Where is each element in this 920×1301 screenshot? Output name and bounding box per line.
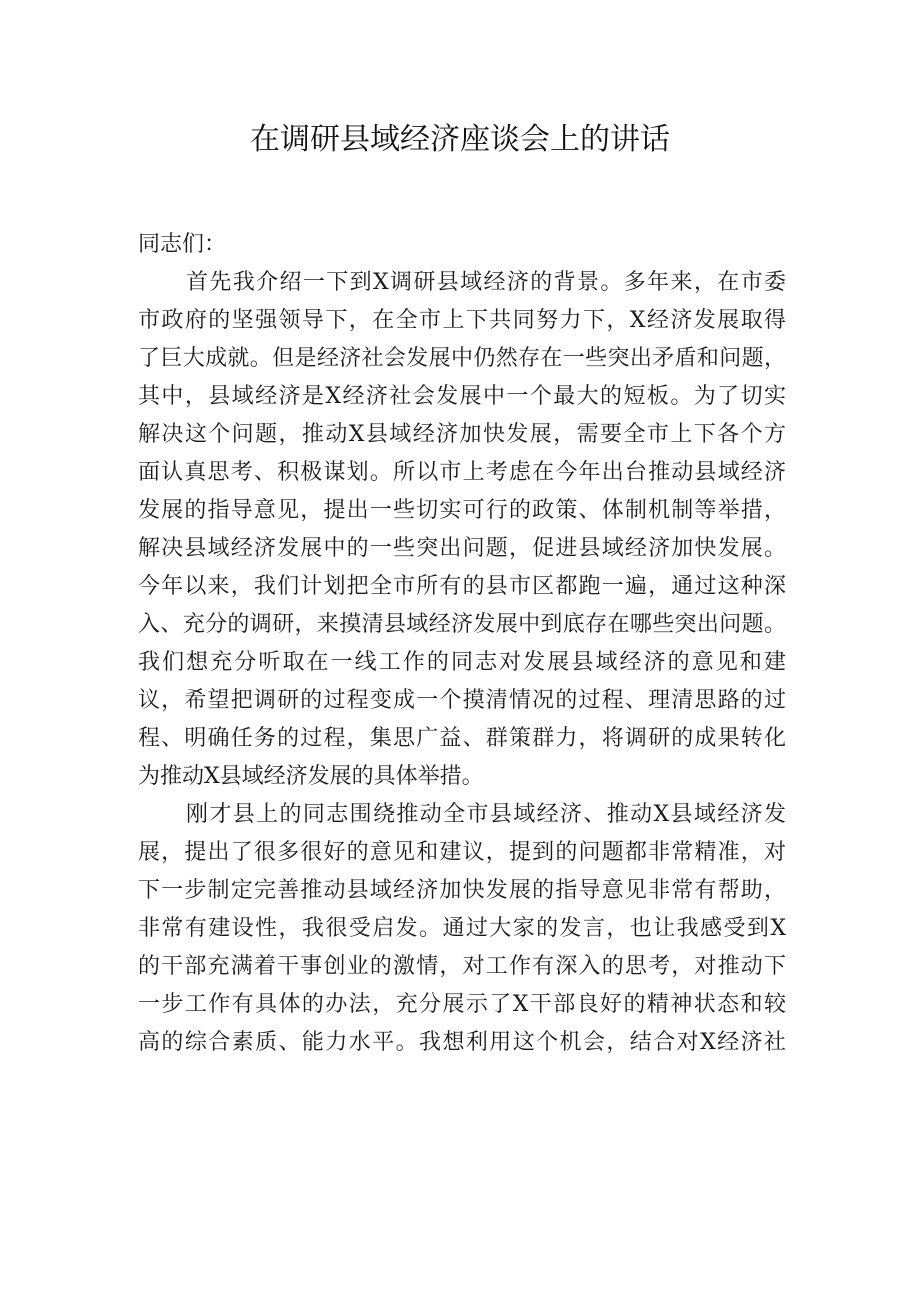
paragraph-line: 入、充分的调研，来摸清县域经济发展中到底存在哪些突出问题。 [138,612,786,637]
paragraph-line: 程、明确任务的过程，集思广益、群策群力，将调研的成果转化 [138,726,786,751]
paragraph-line: 下一步制定完善推动县域经济加快发展的指导意见非常有帮助， [138,878,786,903]
paragraph-line: 展，提出了很多很好的意见和建议，提到的问题都非常精准，对 [138,840,786,865]
paragraph-line: 议，希望把调研的过程变成一个摸清情况的过程、理清思路的过 [138,688,786,713]
paragraph-line: 解决县域经济发展中的一些突出问题，促进县域经济加快发展。 [138,536,786,561]
document-body [138,226,786,1062]
salutation: 同志们： [138,232,227,257]
paragraph-line: 了巨大成就。但是经济社会发展中仍然存在一些突出矛盾和问题， [138,346,786,371]
paragraph-line: 发展的指导意见，提出一些切实可行的政策、体制机制等举措， [138,498,786,523]
paragraph-line: 一步工作有具体的办法，充分展示了X干部良好的精神状态和较 [138,992,786,1017]
paragraph-line: 解决这个问题，推动X县域经济加快发展，需要全市上下各个方 [138,422,786,447]
paragraph-1 [138,264,786,796]
paragraph-line: 面认真思考、积极谋划。所以市上考虑在今年出台推动县域经济 [138,460,786,485]
document-title: 在调研县域经济座谈会上的讲话 [250,122,670,157]
paragraph-line: 非常有建设性，我很受启发。通过大家的发言，也让我感受到X [138,916,786,941]
paragraph-2 [138,796,786,1062]
paragraph-line: 的干部充满着干事创业的激情，对工作有深入的思考，对推动下 [138,954,786,979]
paragraph-line: 我们想充分听取在一线工作的同志对发展县域经济的意见和建 [138,650,786,675]
paragraph-line: 市政府的坚强领导下，在全市上下共同努力下，X经济发展取得 [138,308,786,333]
paragraph-line: 首先我介绍一下到X调研县域经济的背景。多年来，在市委 [186,270,786,295]
paragraph-line: 为推动X县域经济发展的具体举措。 [138,764,484,789]
paragraph-line: 其中，县域经济是X经济社会发展中一个最大的短板。为了切实 [138,384,786,409]
paragraph-line: 高的综合素质、能力水平。我想利用这个机会，结合对X经济社 [138,1030,786,1055]
paragraph-line: 刚才县上的同志围绕推动全市县域经济、推动X县域经济发 [186,802,786,827]
paragraph-line: 今年以来，我们计划把全市所有的县市区都跑一遍，通过这种深 [138,574,786,599]
